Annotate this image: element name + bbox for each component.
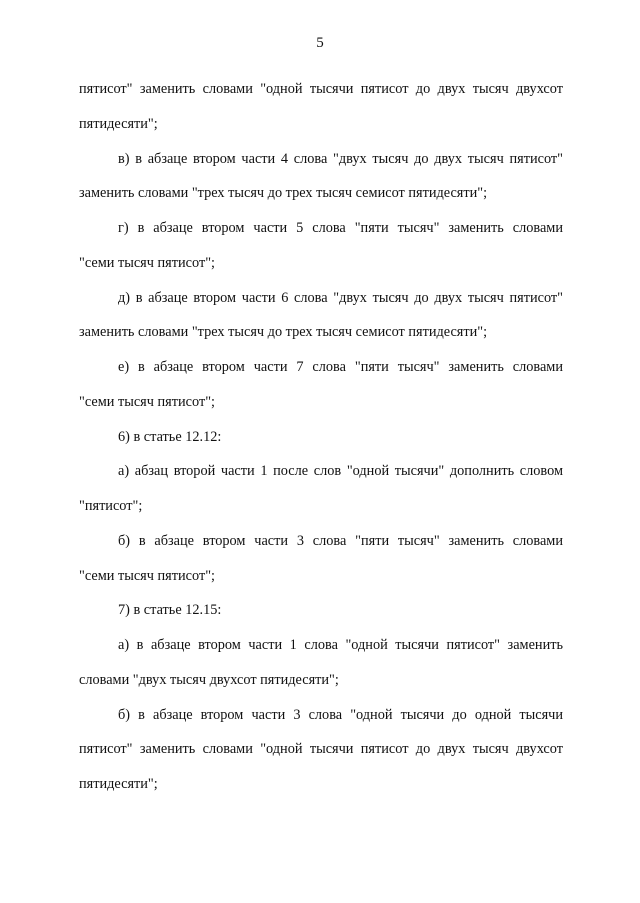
text-line: "семи тысяч пятисот"; [79,393,216,410]
text-line: пятидесяти"; [79,115,158,132]
text-line: е) в абзаце втором части 7 слова "пяти тысяч" заменить словами [118,359,563,375]
text-line: заменить словами "трех тысяч до трех тысяч семисот пятидесяти"; [79,324,488,341]
text-line: 7) в статье 12.15: [118,602,222,619]
text-line: пятидесяти"; [79,776,158,792]
text-line: "семи тысяч пятисот"; [79,254,216,271]
text-line: д) в абзаце втором части 6 слова "двух тысяч до двух тысяч пятисот" [118,289,563,306]
text-line: б) в абзаце втором части 3 слова "одной тысячи до одной тысячи [118,706,563,723]
page-number: 5 [316,35,324,51]
body-text [79,72,563,802]
text-line: "семи тысяч пятисот"; [79,567,216,584]
text-line: в) в абзаце втором части 4 слова "двух тысяч до двух тысяч пятисот" [118,150,563,167]
text-line: пятисот" заменить словами "одной тысячи пятисот до двух тысяч двухсот [79,81,563,97]
text-line: б) в абзаце втором части 3 слова "пяти тысяч" заменить словами [118,532,563,549]
text-line: 6) в статье 12.12: [118,428,222,445]
text-line: заменить словами "трех тысяч до трех тысяч семисот пятидесяти"; [79,185,488,202]
text-line: г) в абзаце втором части 5 слова "пяти тысяч" заменить словами [118,220,563,236]
text-line: словами "двух тысяч двухсот пятидесяти"; [79,671,339,688]
text-line: а) в абзаце втором части 1 слова "одной тысячи пятисот" заменить [118,637,563,653]
text-line: пятисот" заменить словами "одной тысячи пятисот до двух тысяч двухсот [79,741,563,758]
text-line: "пятисот"; [79,498,143,514]
text-line: а) абзац второй части 1 после слов "одной тысячи" дополнить словом [118,463,563,480]
